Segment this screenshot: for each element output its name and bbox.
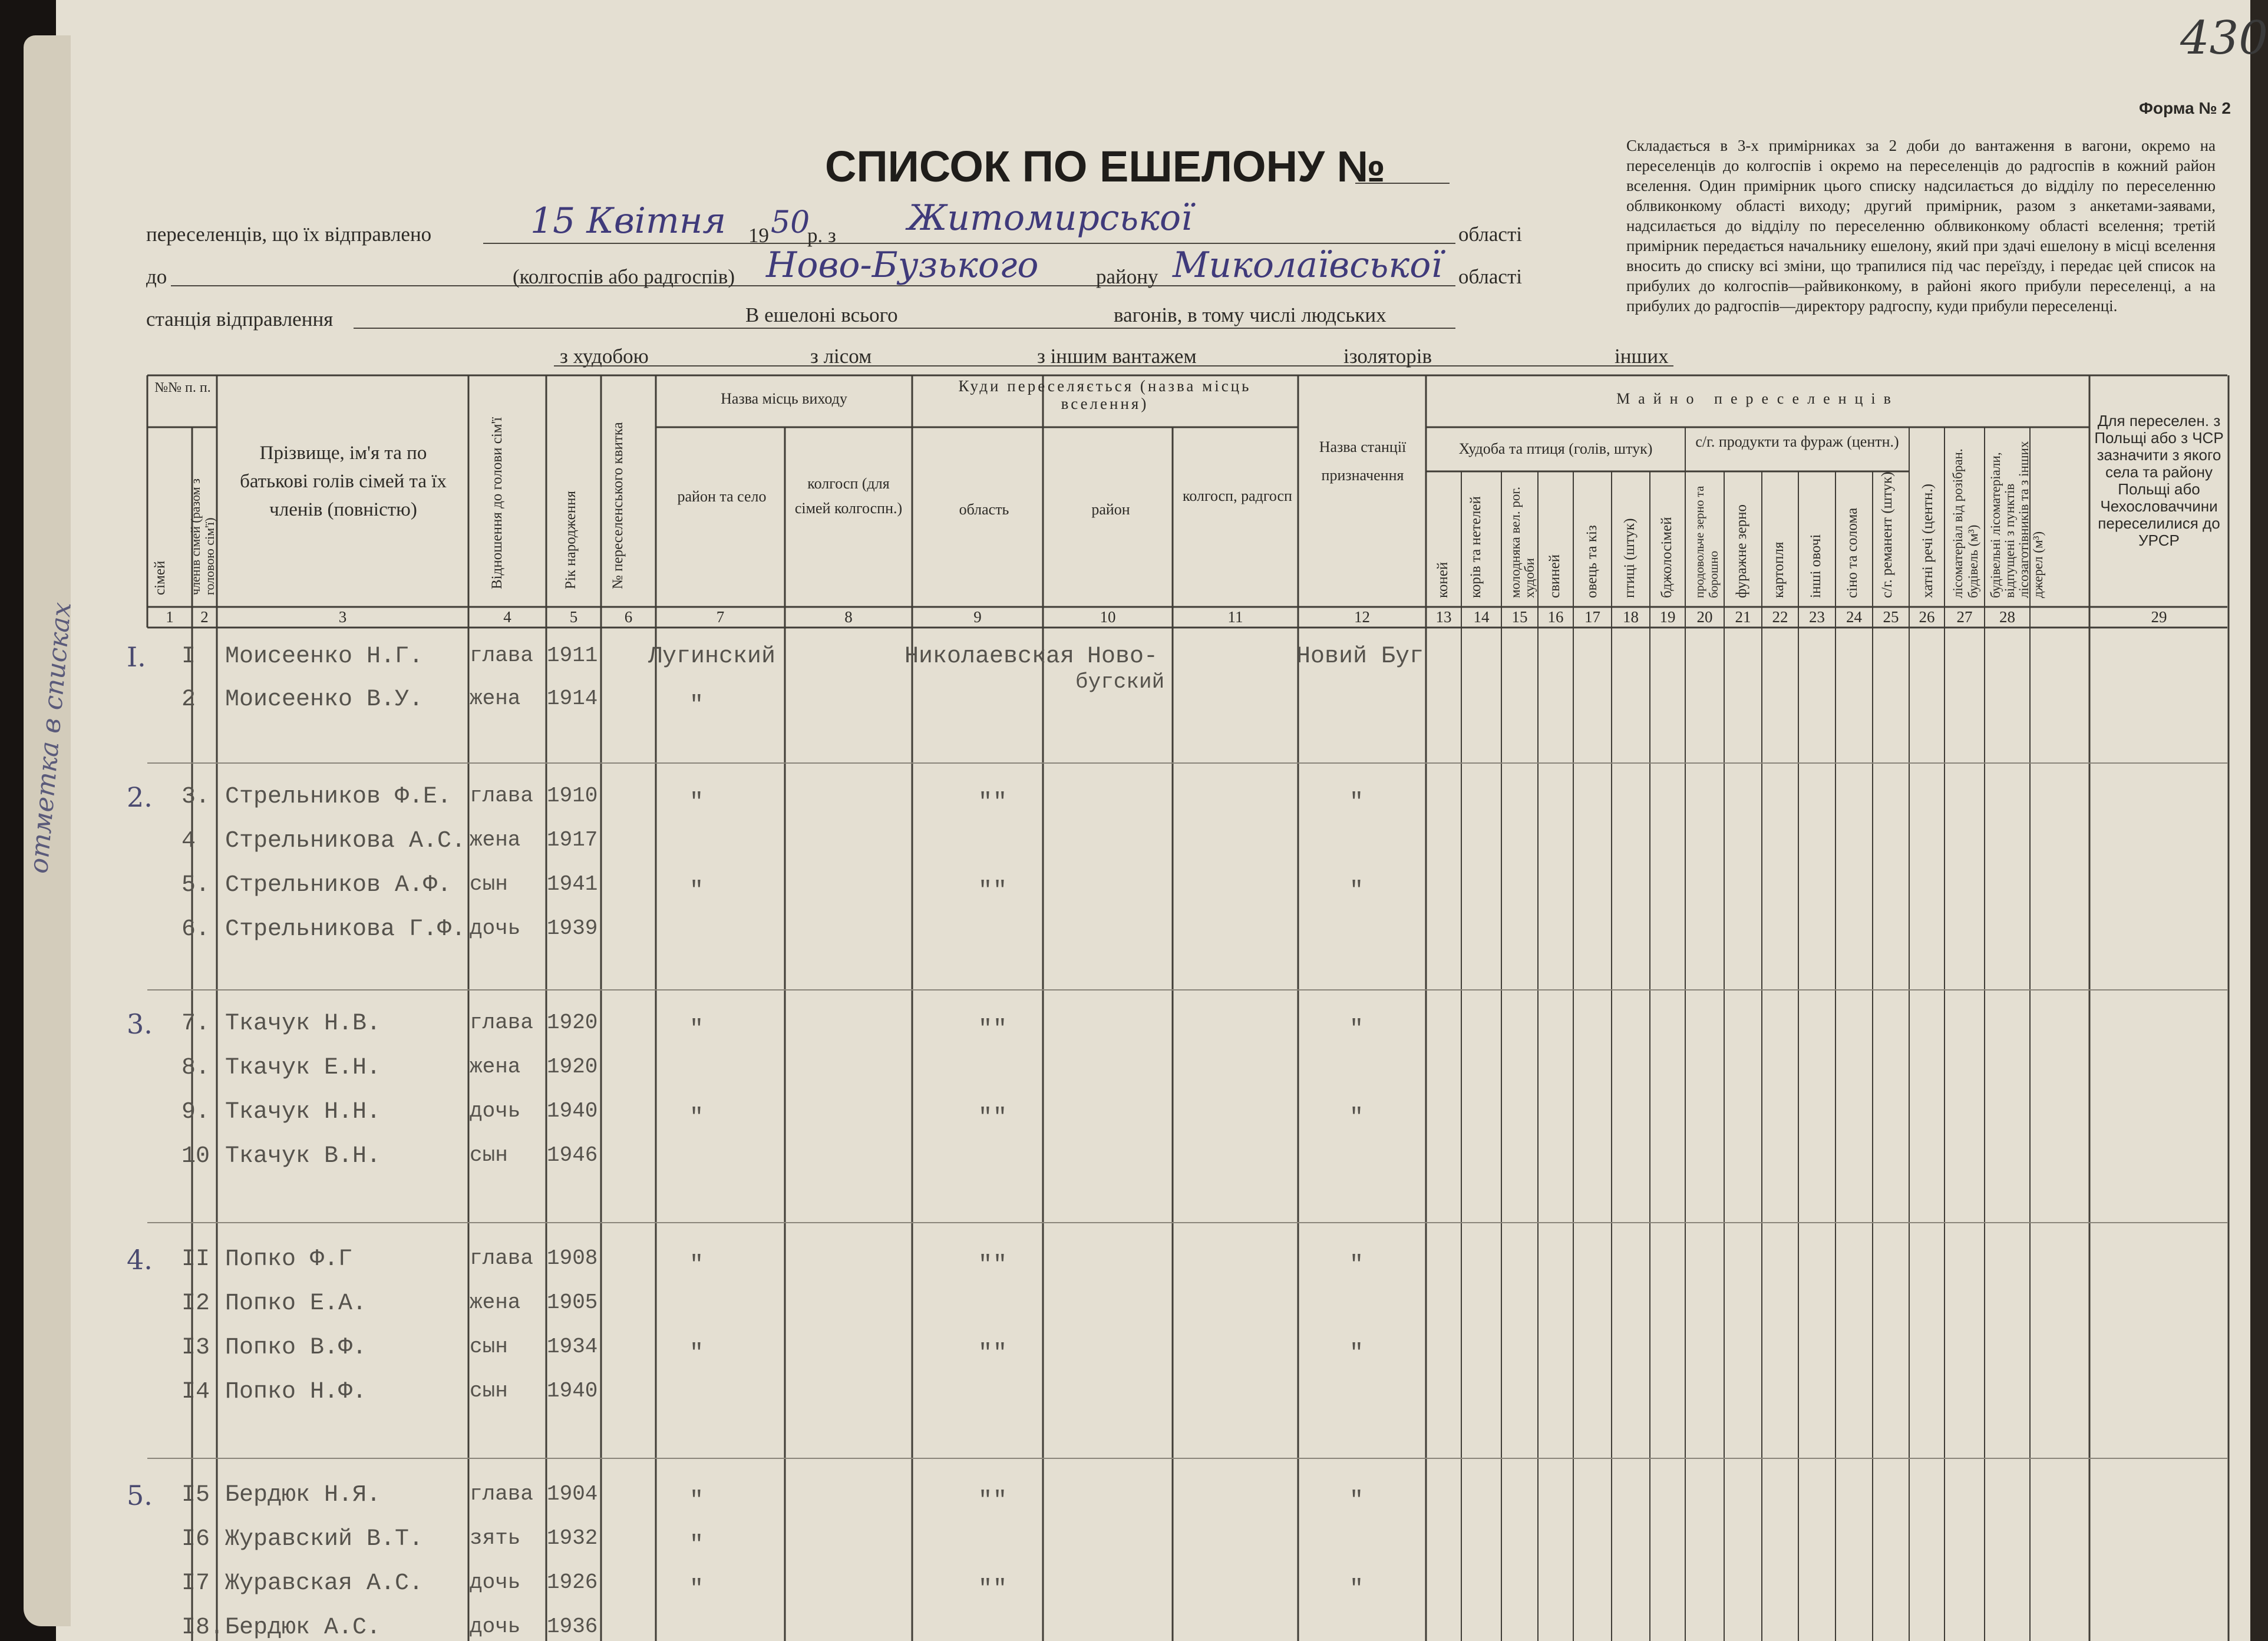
col-property-group-header: Майно переселенців (1616, 390, 1899, 407)
birth-year: 1934 (547, 1335, 598, 1359)
column-number: 28 (1999, 608, 2015, 626)
station: " (1349, 1488, 1364, 1514)
person-name: Моисеенко В.У. (225, 686, 424, 713)
person-name: Журавский В.Т. (225, 1526, 424, 1553)
station: " (1349, 1016, 1364, 1043)
relation: глава (470, 1246, 534, 1270)
column-number: 8 (844, 608, 853, 626)
origin-rayon: " (689, 790, 704, 816)
origin-rayon: " (689, 1105, 704, 1131)
column-number: 19 (1659, 608, 1676, 626)
dest-oblast: " (978, 1016, 993, 1043)
member-number: 2 (181, 686, 196, 713)
origin-rayon: " (689, 1252, 704, 1279)
column-number: 3 (338, 608, 347, 626)
dest-rayon: " (993, 1488, 1008, 1514)
rayon-handwritten: Миколаївської (1173, 245, 1442, 286)
birth-year: 1905 (547, 1290, 598, 1315)
person-name: Стрельникова А.С. (225, 828, 466, 854)
birth-year: 1908 (547, 1246, 598, 1270)
cattle-label: з худобою (560, 345, 649, 368)
col-timber-new-header: будівельні лісоматеріали, відпущені з пунктів лісозаготівників та з інших джерел (м³) (1988, 441, 2045, 598)
col-dest-kolhosp-header: колгосп, радгосп (1183, 487, 1292, 504)
dest-oblast: " (978, 878, 993, 904)
column-number: 14 (1473, 608, 1490, 626)
column-number: 12 (1354, 608, 1370, 626)
birth-year: 1936 (547, 1614, 598, 1639)
column-number: 22 (1772, 608, 1788, 626)
dest-rayon: " (993, 1576, 1008, 1603)
relation: жена (470, 686, 521, 711)
person-name: Попко Ф.Г (225, 1246, 353, 1273)
station-label: станція відправлення (146, 308, 334, 331)
member-number: I3 (181, 1335, 210, 1361)
origin-rayon: " (689, 1488, 704, 1514)
member-number: 9. (181, 1099, 210, 1125)
column-number: 1 (166, 608, 174, 626)
sent-label: переселенців, що їх відправлено (146, 223, 432, 246)
family-number: 4. (127, 1244, 153, 1276)
station: Новий Буг (1296, 643, 1424, 670)
relation: жена (470, 1055, 521, 1079)
birth-year: 1940 (547, 1379, 598, 1403)
member-number: I7 (181, 1570, 210, 1597)
col-pigs-header: свиней (1547, 554, 1563, 598)
col-nn-header: №№ п. п. (154, 380, 211, 395)
relation: дочь (470, 916, 521, 940)
form-label: Форма № 2 (2139, 99, 2231, 117)
person-name: Ткачук В.Н. (225, 1143, 381, 1170)
col-origin-group-header: Назва місць виходу (721, 390, 847, 407)
person-name: Ткачук Н.Н. (225, 1099, 381, 1125)
birth-year: 1910 (547, 784, 598, 808)
timber-label: з лісом (810, 345, 872, 368)
relation: сын (470, 1335, 508, 1359)
relation: глава (470, 784, 534, 808)
col-ticket-header: № переселенського квитка (610, 422, 626, 589)
station: " (1349, 878, 1364, 904)
col-station-header: Назва станції призначення (1319, 438, 1407, 484)
page-title: СПИСОК ПО ЕШЕЛОНУ № (825, 142, 1386, 191)
station: " (1349, 1340, 1364, 1367)
relation: дочь (470, 1099, 521, 1123)
dest-rayon: " (993, 1340, 1008, 1367)
kolhosp-label: (колгоспів або радгоспів) (513, 265, 735, 288)
col-bees-header: бджолосімей (1659, 517, 1675, 598)
col-horses-header: коней (1435, 562, 1451, 598)
origin-rayon: " (689, 1532, 704, 1559)
origin-rayon: " (689, 692, 704, 719)
column-number: 29 (2151, 608, 2167, 626)
birth-year: 1946 (547, 1143, 598, 1167)
station: " (1349, 790, 1364, 816)
dest-rayon: " (993, 1105, 1008, 1131)
column-number: 20 (1696, 608, 1713, 626)
person-name: Стрельникова Г.Ф. (225, 916, 466, 943)
col-livestock-group-header: Худоба та птиця (голів, штук) (1458, 440, 1653, 457)
person-name: Журавская А.С. (225, 1570, 424, 1597)
column-number: 9 (973, 608, 982, 626)
family-number: 3. (127, 1008, 153, 1040)
col-dest-rayon-header: район (1091, 501, 1130, 518)
person-name: Ткачук Н.В. (225, 1011, 381, 1037)
col-vegetables-header: інші овочі (1808, 534, 1824, 598)
family-number: 2. (127, 781, 153, 813)
member-number: II (181, 1246, 210, 1273)
wagons-label: вагонів, в тому числі людських (1114, 303, 1386, 326)
relation: сын (470, 1379, 508, 1403)
from-region-handwritten: Житомирської (907, 197, 1193, 239)
col-potato-header: картопля (1771, 542, 1787, 598)
birth-year: 1926 (547, 1570, 598, 1594)
member-number: 5. (181, 872, 210, 899)
member-number: I5 (181, 1482, 210, 1508)
birth-year: 1940 (547, 1099, 598, 1123)
year-r: р. з (807, 224, 836, 247)
station: " (1349, 1252, 1364, 1279)
station: " (1349, 1105, 1364, 1131)
cargo-label: з іншим вантажем (1037, 345, 1197, 368)
col-grain-feed-header: фуражне зерно (1734, 504, 1749, 598)
column-number: 6 (624, 608, 633, 626)
column-number: 4 (503, 608, 511, 626)
family-number: I. (127, 641, 146, 673)
birth-year: 1941 (547, 872, 598, 896)
oblast-label-2: області (1458, 265, 1522, 288)
station: " (1349, 1576, 1364, 1603)
member-number: I6 (181, 1526, 210, 1553)
dest-rayon: " (993, 878, 1008, 904)
column-number: 24 (1846, 608, 1862, 626)
dest-rayon: Ново- (1087, 643, 1158, 670)
person-name: Ткачук Е.Н. (225, 1055, 381, 1081)
dest-rayon-cont: бугский (1075, 670, 1165, 694)
col-timber-own-header: лісоматеріал від розібран. будівель (м³) (1950, 448, 1980, 598)
origin-rayon: " (689, 878, 704, 904)
instructions-text: Складається в 3-х примірниках за 2 доби до вантаження в вагони, окремо на переселенців до колгоспів і окремо на переселенців до радгоспів в кожний район вселення. Один примірник цього списку надсилається до відділу по переселенню облвиконкому області виходу; другий примірник, разом з анкетами-заявами, надсилається до відділу по переселенню облвиконкому області вселення; третій примірник передається начальнику ешелону, який при здачі ешелону в місці вселення вносить до списку всі зміни, що трапилися під час переїзду, і передає цей список на прибулих до колгоспів—райвиконкому, в районі якого прибули переселенці, а на прибулих до радгоспів—директору радгоспу, куди прибули переселенці. (1626, 137, 2216, 315)
dest-rayon: " (993, 1252, 1008, 1279)
kolhosp-handwritten: Ново-Бузького (766, 245, 1039, 286)
origin-rayon: " (689, 1340, 704, 1367)
relation: зять (470, 1526, 521, 1550)
col-origin-rayon-header: район та село (677, 488, 767, 505)
birth-year: 1920 (547, 1055, 598, 1079)
member-number: I (181, 643, 196, 670)
col-produce-group-header: с/г. продукти та фураж (центн.) (1695, 433, 1899, 450)
column-number: 7 (716, 608, 725, 626)
relation: сын (470, 872, 508, 896)
person-name: Стрельников Ф.Е. (225, 784, 452, 810)
column-number: 11 (1227, 608, 1243, 626)
birth-year: 1920 (547, 1011, 598, 1035)
member-number: I4 (181, 1379, 210, 1405)
col-birthyear-header: Рік народження (563, 490, 579, 589)
birth-year: 1917 (547, 828, 598, 852)
relation: сын (470, 1143, 508, 1167)
echelon-total-label: В ешелоні всього (745, 303, 898, 326)
family-number: 5. (127, 1480, 153, 1511)
margin-note: отметка в списках (24, 600, 78, 875)
col-grain-food-header: продовольче зерно та борошно (1692, 486, 1721, 598)
column-number: 18 (1623, 608, 1639, 626)
oblast-label-1: області (1458, 223, 1522, 246)
relation: глава (470, 643, 534, 668)
dest-oblast: " (978, 1340, 993, 1367)
dest-oblast: " (978, 1488, 993, 1514)
dest-oblast: " (978, 1252, 993, 1279)
member-number: 4 (181, 828, 196, 854)
column-number: 21 (1735, 608, 1751, 626)
member-number: I2 (181, 1290, 210, 1317)
member-number: I8. (181, 1614, 225, 1641)
column-number: 25 (1883, 608, 1899, 626)
col-young-header: молодняка вел. рог. худоби (1508, 487, 1537, 598)
col-sheep-header: овець та кіз (1584, 525, 1600, 598)
birth-year: 1932 (547, 1526, 598, 1550)
col-household-header: хатні речі (центн.) (1920, 484, 1936, 598)
col-cows-header: корів та нетелей (1468, 496, 1484, 598)
dest-oblast: " (978, 1105, 993, 1131)
relation: глава (470, 1482, 534, 1506)
col-dest-oblast-header: область (959, 501, 1009, 518)
origin-rayon: " (689, 1016, 704, 1043)
col-hay-header: сіно та солома (1844, 507, 1860, 598)
relation: дочь (470, 1614, 521, 1639)
person-name: Попко В.Ф. (225, 1335, 367, 1361)
column-number: 2 (200, 608, 209, 626)
col-origin-kolhosp-header: колгосп (для сімей колгоспн.) (794, 475, 903, 517)
dest-oblast: Николаевская (904, 643, 1075, 670)
column-number: 26 (1919, 608, 1935, 626)
person-name: Стрельников А.Ф. (225, 872, 452, 899)
member-number: 10 (181, 1143, 210, 1170)
col-relation-header: Відношення до голови сім'ї (489, 417, 505, 589)
col-name-header: Прізвище, ім'я та по батькові голів сімей та їх членів (повністю) (240, 443, 447, 520)
origin-rayon: Лугинский (648, 643, 776, 670)
member-number: 8. (181, 1055, 210, 1081)
col-dest-group-header: Куди переселяється (назва місць вселення) (958, 377, 1252, 412)
to-label: до (146, 265, 167, 288)
column-number: 10 (1100, 608, 1116, 626)
column-number: 15 (1511, 608, 1528, 626)
col-members-header: членів сімей (разом з головою сім'ї) (188, 478, 217, 595)
column-number: 5 (569, 608, 578, 626)
birth-year: 1914 (547, 686, 598, 711)
member-number: 7. (181, 1011, 210, 1037)
column-number: 13 (1435, 608, 1452, 626)
col-birds-header: птиці (штук) (1622, 518, 1638, 598)
relation: дочь (470, 1570, 521, 1594)
person-name: Бердюк А.С. (225, 1614, 381, 1641)
dest-oblast: " (978, 1576, 993, 1603)
column-number: 16 (1547, 608, 1564, 626)
rayon-label: району (1096, 265, 1158, 288)
person-name: Моисеенко Н.Г. (225, 643, 424, 670)
person-name: Попко Н.Ф. (225, 1379, 367, 1405)
column-number: 27 (1956, 608, 1973, 626)
person-name: Бердюк Н.Я. (225, 1482, 381, 1508)
dest-rayon: " (993, 790, 1008, 816)
date-handwritten: 15 Квітня (530, 200, 727, 242)
relation: глава (470, 1011, 534, 1035)
col-families-header: сімей (152, 560, 168, 595)
origin-rayon: " (689, 1576, 704, 1603)
others-label: інших (1615, 345, 1669, 368)
birth-year: 1911 (547, 643, 598, 668)
person-name: Попко Е.А. (225, 1290, 367, 1317)
member-number: 6. (181, 916, 210, 943)
relation: жена (470, 1290, 521, 1315)
year-prefix: 19 (748, 224, 769, 247)
year-suffix: 50 (771, 205, 810, 240)
column-number: 23 (1809, 608, 1825, 626)
relation: жена (470, 828, 521, 852)
dest-oblast: " (978, 790, 993, 816)
birth-year: 1939 (547, 916, 598, 940)
dest-rayon: " (993, 1016, 1008, 1043)
page-number: 430 (2180, 12, 2268, 65)
column-number: 17 (1584, 608, 1600, 626)
member-number: 3. (181, 784, 210, 810)
col-poland-header: Для переселен. з Польщі або з ЧСР зазначити з якого села та району Польщі або Чехословаччини переселилися до УРСР (2094, 412, 2224, 549)
birth-year: 1904 (547, 1482, 598, 1506)
isolators-label: ізоляторів (1343, 345, 1432, 368)
col-inventory-header: с/г. реманент (штук) (1879, 471, 1895, 598)
